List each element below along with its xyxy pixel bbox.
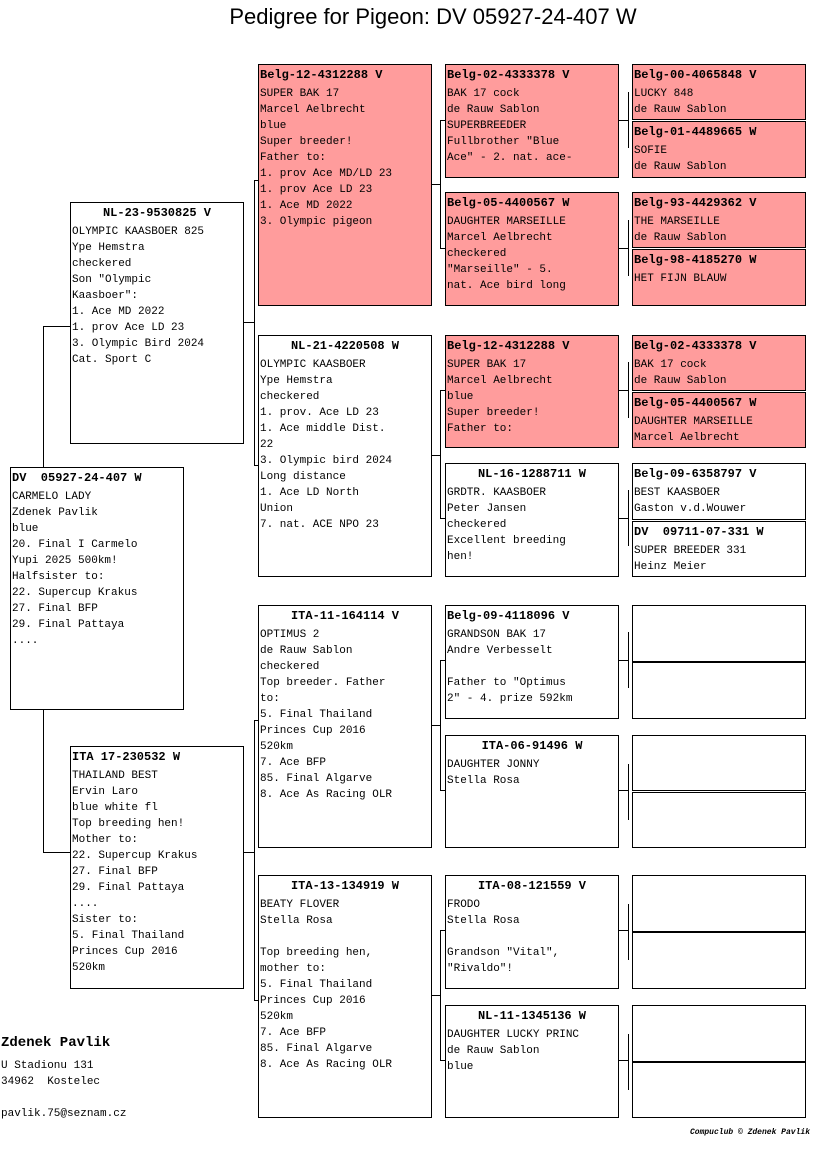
pigeon-info-line: de Rauw Sablon — [447, 1045, 540, 1057]
pigeon-info-line: 3. Olympic bird 2024 — [260, 455, 393, 467]
pigeon-info-line: Yupi 2025 500km! — [12, 555, 118, 567]
pigeon-info-line: 1. Ace MD 2022 — [72, 306, 165, 318]
pigeon-details — [634, 271, 804, 287]
ring-number: Belg-12-4312288 V — [260, 68, 383, 82]
connector-line — [628, 632, 629, 688]
pigeon-info-line: 27. Final BFP — [72, 866, 158, 878]
pigeon-info-line: Kaasboer": — [72, 290, 139, 302]
pigeon-details — [634, 86, 804, 118]
pigeon-details — [447, 757, 617, 789]
pigeon-info-line: 22. Supercup Krakus — [72, 850, 198, 862]
pigeon-info-line: nat. Ace bird long — [447, 280, 566, 292]
pigeon-info-line: 1. prov Ace MD/LD 23 — [260, 168, 393, 180]
pigeon-info-line: Ervin Laro — [72, 786, 139, 798]
pigeon-info-line: Super breeder! — [260, 136, 353, 148]
connector-line — [628, 904, 629, 960]
connector-line — [440, 120, 441, 248]
pigeon-info-line: de Rauw Sablon — [634, 161, 727, 173]
pigeon-info-line: Father to: — [447, 423, 514, 435]
pigeon-info-line: "Marseille" - 5. — [447, 264, 553, 276]
connector-line — [440, 930, 441, 1060]
connector-line — [628, 92, 629, 148]
pigeon-info-line: Gaston v.d.Wouwer — [634, 503, 747, 515]
pigeon-info-line: BAK 17 cock — [447, 88, 520, 100]
pigeon-info-line: checkered — [447, 248, 507, 260]
ring-number: NL-16-1288711 W — [477, 467, 587, 481]
pigeon-info-line: checkered — [447, 519, 507, 531]
ring-number: Belg-05-4400567 W — [634, 396, 757, 410]
pigeon-info-line: 29. Final Pattaya — [12, 619, 125, 631]
connector-line — [628, 1034, 629, 1090]
pigeon-details — [72, 768, 242, 976]
pigeon-info-line: 1. prov. Ace LD 23 — [260, 407, 379, 419]
ring-number: DV 09711-07-331 W — [634, 525, 764, 539]
pigeon-card-gen4-7[interactable] — [632, 463, 806, 520]
ring-number: Belg-98-4185270 W — [634, 253, 757, 267]
pigeon-info-line: Ype Hemstra — [260, 375, 333, 387]
pigeon-info-line: Stella Rosa — [260, 915, 333, 927]
pigeon-details — [634, 357, 804, 389]
pigeon-info-line: hen! — [447, 551, 474, 563]
pigeon-info-line: Father to: — [260, 152, 327, 164]
pigeon-info-line: LUCKY 848 — [634, 88, 694, 100]
pigeon-info-line: 2" - 4. prize 592km — [447, 693, 573, 705]
ring-number: NL-11-1345136 W — [477, 1009, 587, 1023]
pigeon-details — [447, 485, 617, 565]
pigeon-info-line: SOFIE — [634, 145, 668, 157]
pigeon-card-father[interactable] — [70, 202, 244, 444]
pigeon-info-line: checkered — [72, 258, 132, 270]
ring-number: ITA-08-121559 V — [477, 879, 587, 893]
pigeon-card-main[interactable] — [10, 467, 184, 710]
pigeon-card-gen4-5[interactable] — [632, 335, 806, 391]
connector-line — [43, 326, 44, 468]
pigeon-info-line: SUPER BAK 17 — [447, 359, 527, 371]
pigeon-info-line: GRANDSON BAK 17 — [447, 629, 547, 641]
pigeon-info-line: checkered — [260, 391, 320, 403]
pigeon-info-line: Union — [260, 503, 294, 515]
pigeon-info-line: blue — [447, 1061, 474, 1073]
pigeon-card-mfm[interactable] — [445, 735, 619, 848]
pigeon-card-gen4-2[interactable] — [632, 121, 806, 178]
pigeon-info-line: 1. prov Ace LD 23 — [260, 184, 373, 196]
pigeon-info-line: 5. Final Thailand — [72, 930, 185, 942]
owner-name: Zdenek Pavlik — [1, 1035, 111, 1051]
pigeon-info-line: Peter Jansen — [447, 503, 527, 515]
pigeon-details — [12, 489, 182, 649]
pigeon-details — [447, 627, 617, 707]
pigeon-info-line: Halfsister to: — [12, 571, 105, 583]
pigeon-info-line: 8. Ace As Racing OLR — [260, 789, 393, 801]
ring-number: ITA 17-230532 W — [72, 750, 181, 764]
pigeon-info-line: Princes Cup 2016 — [72, 946, 178, 958]
pigeon-info-line: BAK 17 cock — [634, 359, 707, 371]
connector-line — [628, 490, 629, 546]
pigeon-info-line: blue — [260, 120, 287, 132]
owner-city: 34962 Kostelec — [1, 1076, 101, 1088]
pigeon-info-line: Andre Verbesselt — [447, 645, 553, 657]
pigeon-info-line: Marcel Aelbrecht — [260, 104, 366, 116]
pigeon-info-line: OLYMPIC KAASBOER 825 — [72, 226, 205, 238]
connector-line — [43, 326, 71, 327]
pigeon-info-line: Marcel Aelbrecht — [634, 432, 740, 444]
connector-line — [254, 180, 255, 465]
pigeon-info-line: 7. nat. ACE NPO 23 — [260, 519, 379, 531]
ring-number: ITA-06-91496 W — [481, 739, 583, 753]
pigeon-card-empty[interactable] — [632, 792, 806, 848]
pigeon-info-line — [447, 929, 617, 945]
pigeon-card-fff[interactable] — [445, 64, 619, 178]
pigeon-info-line: Heinz Meier — [634, 561, 707, 573]
pigeon-info-line: Top breeder. Father — [260, 677, 386, 689]
pigeon-card-mother-mother[interactable] — [258, 875, 432, 1118]
ring-number: DV 05927-24-407 W — [12, 471, 142, 485]
pigeon-card-empty[interactable] — [632, 932, 806, 989]
pigeon-info-line: de Rauw Sablon — [447, 104, 540, 116]
pigeon-card-mother[interactable] — [70, 746, 244, 989]
pigeon-info-line: SUPERBREEDER — [447, 120, 527, 132]
pigeon-info-line: 22. Supercup Krakus — [12, 587, 138, 599]
page-title: Pedigree for Pigeon: DV 05927-24-407 W — [229, 4, 637, 29]
pigeon-info-line: Father to "Optimus — [447, 677, 566, 689]
ring-number: ITA-11-164114 V — [290, 609, 400, 623]
ring-number: Belg-02-4333378 V — [447, 68, 570, 82]
pigeon-card-empty[interactable] — [632, 1005, 806, 1062]
pigeon-info-line: blue white fl — [72, 802, 158, 814]
owner-email[interactable]: pavlik.75@seznam.cz — [1, 1108, 127, 1120]
pigeon-info-line: Excellent breeding — [447, 535, 566, 547]
pigeon-info-line: OLYMPIC KAASBOER — [260, 359, 366, 371]
pigeon-info-line: Ace" - 2. nat. ace- — [447, 152, 573, 164]
pigeon-details — [634, 543, 804, 575]
pigeon-info-line: Top breeding hen! — [72, 818, 185, 830]
ring-number: NL-21-4220508 W — [290, 339, 400, 353]
pigeon-card-empty[interactable] — [632, 735, 806, 791]
pigeon-card-mff[interactable] — [445, 605, 619, 719]
pigeon-info-line: Ype Hemstra — [72, 242, 145, 254]
connector-line — [43, 710, 44, 852]
pigeon-info-line: de Rauw Sablon — [634, 232, 727, 244]
ring-number: Belg-00-4065848 V — [634, 68, 757, 82]
pigeon-info-line: SUPER BREEDER 331 — [634, 545, 747, 557]
ring-number: Belg-12-4312288 V — [447, 339, 570, 353]
pigeon-info-line: DAUGHTER MARSEILLE — [634, 416, 753, 428]
pigeon-info-line: Stella Rosa — [447, 775, 520, 787]
pigeon-info-line: Son "Olympic — [72, 274, 152, 286]
pigeon-details — [634, 414, 804, 446]
pigeon-card-empty[interactable] — [632, 875, 806, 932]
connector-line — [628, 362, 629, 418]
pigeon-details — [447, 357, 617, 437]
pigeon-info-line: Cat. Sport C — [72, 354, 152, 366]
ring-number: Belg-02-4333378 V — [634, 339, 757, 353]
pigeon-info-line: 3. Olympic pigeon — [260, 216, 373, 228]
pigeon-info-line: 520km — [72, 962, 106, 974]
pigeon-info-line: FRODO — [447, 899, 481, 911]
pigeon-info-line: Stella Rosa — [447, 915, 520, 927]
pigeon-info-line: de Rauw Sablon — [634, 375, 727, 387]
pigeon-info-line: GRDTR. KAASBOER — [447, 487, 547, 499]
pigeon-card-fmf[interactable] — [445, 335, 619, 448]
pigeon-info-line: de Rauw Sablon — [634, 104, 727, 116]
pigeon-info-line: Super breeder! — [447, 407, 540, 419]
pigeon-info-line: 85. Final Algarve — [260, 1043, 373, 1055]
pigeon-info-line: 7. Ace BFP — [260, 1027, 327, 1039]
pigeon-info-line: Grandson "Vital", — [447, 947, 560, 959]
pigeon-card-empty[interactable] — [632, 605, 806, 662]
connector-line — [628, 220, 629, 276]
pigeon-info-line: 1. Ace LD North — [260, 487, 360, 499]
pigeon-info-line: BEATY FLOVER — [260, 899, 340, 911]
pigeon-info-line: HET FIJN BLAUW — [634, 273, 727, 285]
pigeon-card-gen4-6[interactable] — [632, 392, 806, 448]
pigeon-info-line: Top breeding hen, — [260, 947, 373, 959]
pigeon-info-line: .... — [12, 635, 39, 647]
pigeon-info-line: de Rauw Sablon — [260, 645, 353, 657]
pigeon-info-line: 8. Ace As Racing OLR — [260, 1059, 393, 1071]
pigeon-details — [447, 214, 617, 294]
pigeon-info-line: 22 — [260, 439, 274, 451]
pigeon-info-line: SUPER BAK 17 — [260, 88, 340, 100]
pigeon-info-line: THE MARSEILLE — [634, 216, 720, 228]
ring-number: Belg-01-4489665 W — [634, 125, 757, 139]
pigeon-info-line: BEST KAASBOER — [634, 487, 720, 499]
pigeon-info-line: blue — [447, 391, 474, 403]
pigeon-card-empty[interactable] — [632, 1062, 806, 1118]
pigeon-info-line: 5. Final Thailand — [260, 709, 373, 721]
pigeon-card-father-father[interactable] — [258, 64, 432, 306]
pigeon-card-gen4-4[interactable] — [632, 249, 806, 306]
pigeon-info-line: DAUGHTER LUCKY PRINC — [447, 1029, 580, 1041]
ring-number: Belg-93-4429362 V — [634, 196, 757, 210]
pigeon-info-line: Marcel Aelbrecht — [447, 375, 553, 387]
pigeon-info-line: Fullbrother "Blue — [447, 136, 560, 148]
pigeon-details — [634, 143, 804, 175]
pigeon-info-line: OPTIMUS 2 — [260, 629, 320, 641]
pigeon-info-line: 3. Olympic Bird 2024 — [72, 338, 205, 350]
pigeon-card-empty[interactable] — [632, 662, 806, 719]
pigeon-details — [447, 897, 617, 977]
pigeon-info-line: mother to: — [260, 963, 327, 975]
pigeon-info-line: THAILAND BEST — [72, 770, 158, 782]
connector-line — [440, 390, 441, 518]
connector-line — [440, 660, 441, 790]
pigeon-info-line: Sister to: — [72, 914, 139, 926]
pigeon-card-gen4-3[interactable] — [632, 192, 806, 248]
pigeon-info-line: Marcel Aelbrecht — [447, 232, 553, 244]
pigeon-details — [260, 897, 430, 1073]
pigeon-info-line: Princes Cup 2016 — [260, 725, 366, 737]
pigeon-card-mmm[interactable] — [445, 1005, 619, 1118]
pigeon-info-line: to: — [260, 693, 280, 705]
pigeon-details — [260, 627, 430, 803]
connector-line — [43, 852, 71, 853]
pigeon-card-gen4-8[interactable] — [632, 521, 806, 577]
pigeon-card-father-mother[interactable] — [258, 335, 432, 577]
pigeon-info-line: 20. Final I Carmelo — [12, 539, 138, 551]
pigeon-info-line: blue — [12, 523, 39, 535]
footer-credit: Compuclub © Zdenek Pavlik — [689, 1128, 810, 1137]
pigeon-info-line: 1. prov Ace LD 23 — [72, 322, 185, 334]
ring-number: ITA-13-134919 W — [290, 879, 400, 893]
ring-number: NL-23-9530825 V — [102, 206, 212, 220]
pigeon-info-line: 5. Final Thailand — [260, 979, 373, 991]
pigeon-info-line: DAUGHTER MARSEILLE — [447, 216, 566, 228]
connector-line — [254, 720, 255, 1000]
pigeon-info-line: 1. Ace middle Dist. — [260, 423, 386, 435]
pigeon-details — [447, 86, 617, 166]
pigeon-details — [634, 214, 804, 246]
connector-line — [628, 764, 629, 820]
ring-number: Belg-09-4118096 V — [447, 609, 570, 623]
pigeon-info-line: Princes Cup 2016 — [260, 995, 366, 1007]
pigeon-card-gen4-1[interactable] — [632, 64, 806, 120]
ring-number: Belg-09-6358797 V — [634, 467, 757, 481]
pigeon-info-line: Long distance — [260, 471, 346, 483]
pigeon-card-ffm[interactable] — [445, 192, 619, 306]
ring-number: Belg-05-4400567 W — [447, 196, 570, 210]
pigeon-info-line: Zdenek Pavlik — [12, 507, 98, 519]
pigeon-details — [447, 1027, 617, 1075]
pigeon-card-mmf[interactable] — [445, 875, 619, 989]
pigeon-info-line: 520km — [260, 741, 294, 753]
pigeon-info-line: DAUGHTER JONNY — [447, 759, 540, 771]
pigeon-details — [634, 485, 804, 517]
pigeon-info-line: "Rivaldo"! — [447, 963, 514, 975]
pigeon-info-line: 29. Final Pattaya — [72, 882, 185, 894]
pigeon-details — [260, 86, 430, 230]
pigeon-info-line: CARMELO LADY — [12, 491, 92, 503]
pigeon-info-line — [260, 929, 430, 945]
pigeon-info-line: 27. Final BFP — [12, 603, 98, 615]
pigeon-details — [72, 224, 242, 368]
pigeon-card-mother-father[interactable] — [258, 605, 432, 848]
pigeon-info-line: 7. Ace BFP — [260, 757, 327, 769]
pigeon-info-line: 1. Ace MD 2022 — [260, 200, 353, 212]
pigeon-info-line: Mother to: — [72, 834, 139, 846]
pigeon-info-line: 520km — [260, 1011, 294, 1023]
pigeon-card-fmm[interactable] — [445, 463, 619, 577]
pigeon-info-line: checkered — [260, 661, 320, 673]
pigeon-details — [260, 357, 430, 533]
owner-street: U Stadionu 131 — [1, 1060, 94, 1072]
pigeon-info-line — [447, 659, 617, 675]
pigeon-info-line: .... — [72, 898, 99, 910]
pigeon-info-line: 85. Final Algarve — [260, 773, 373, 785]
